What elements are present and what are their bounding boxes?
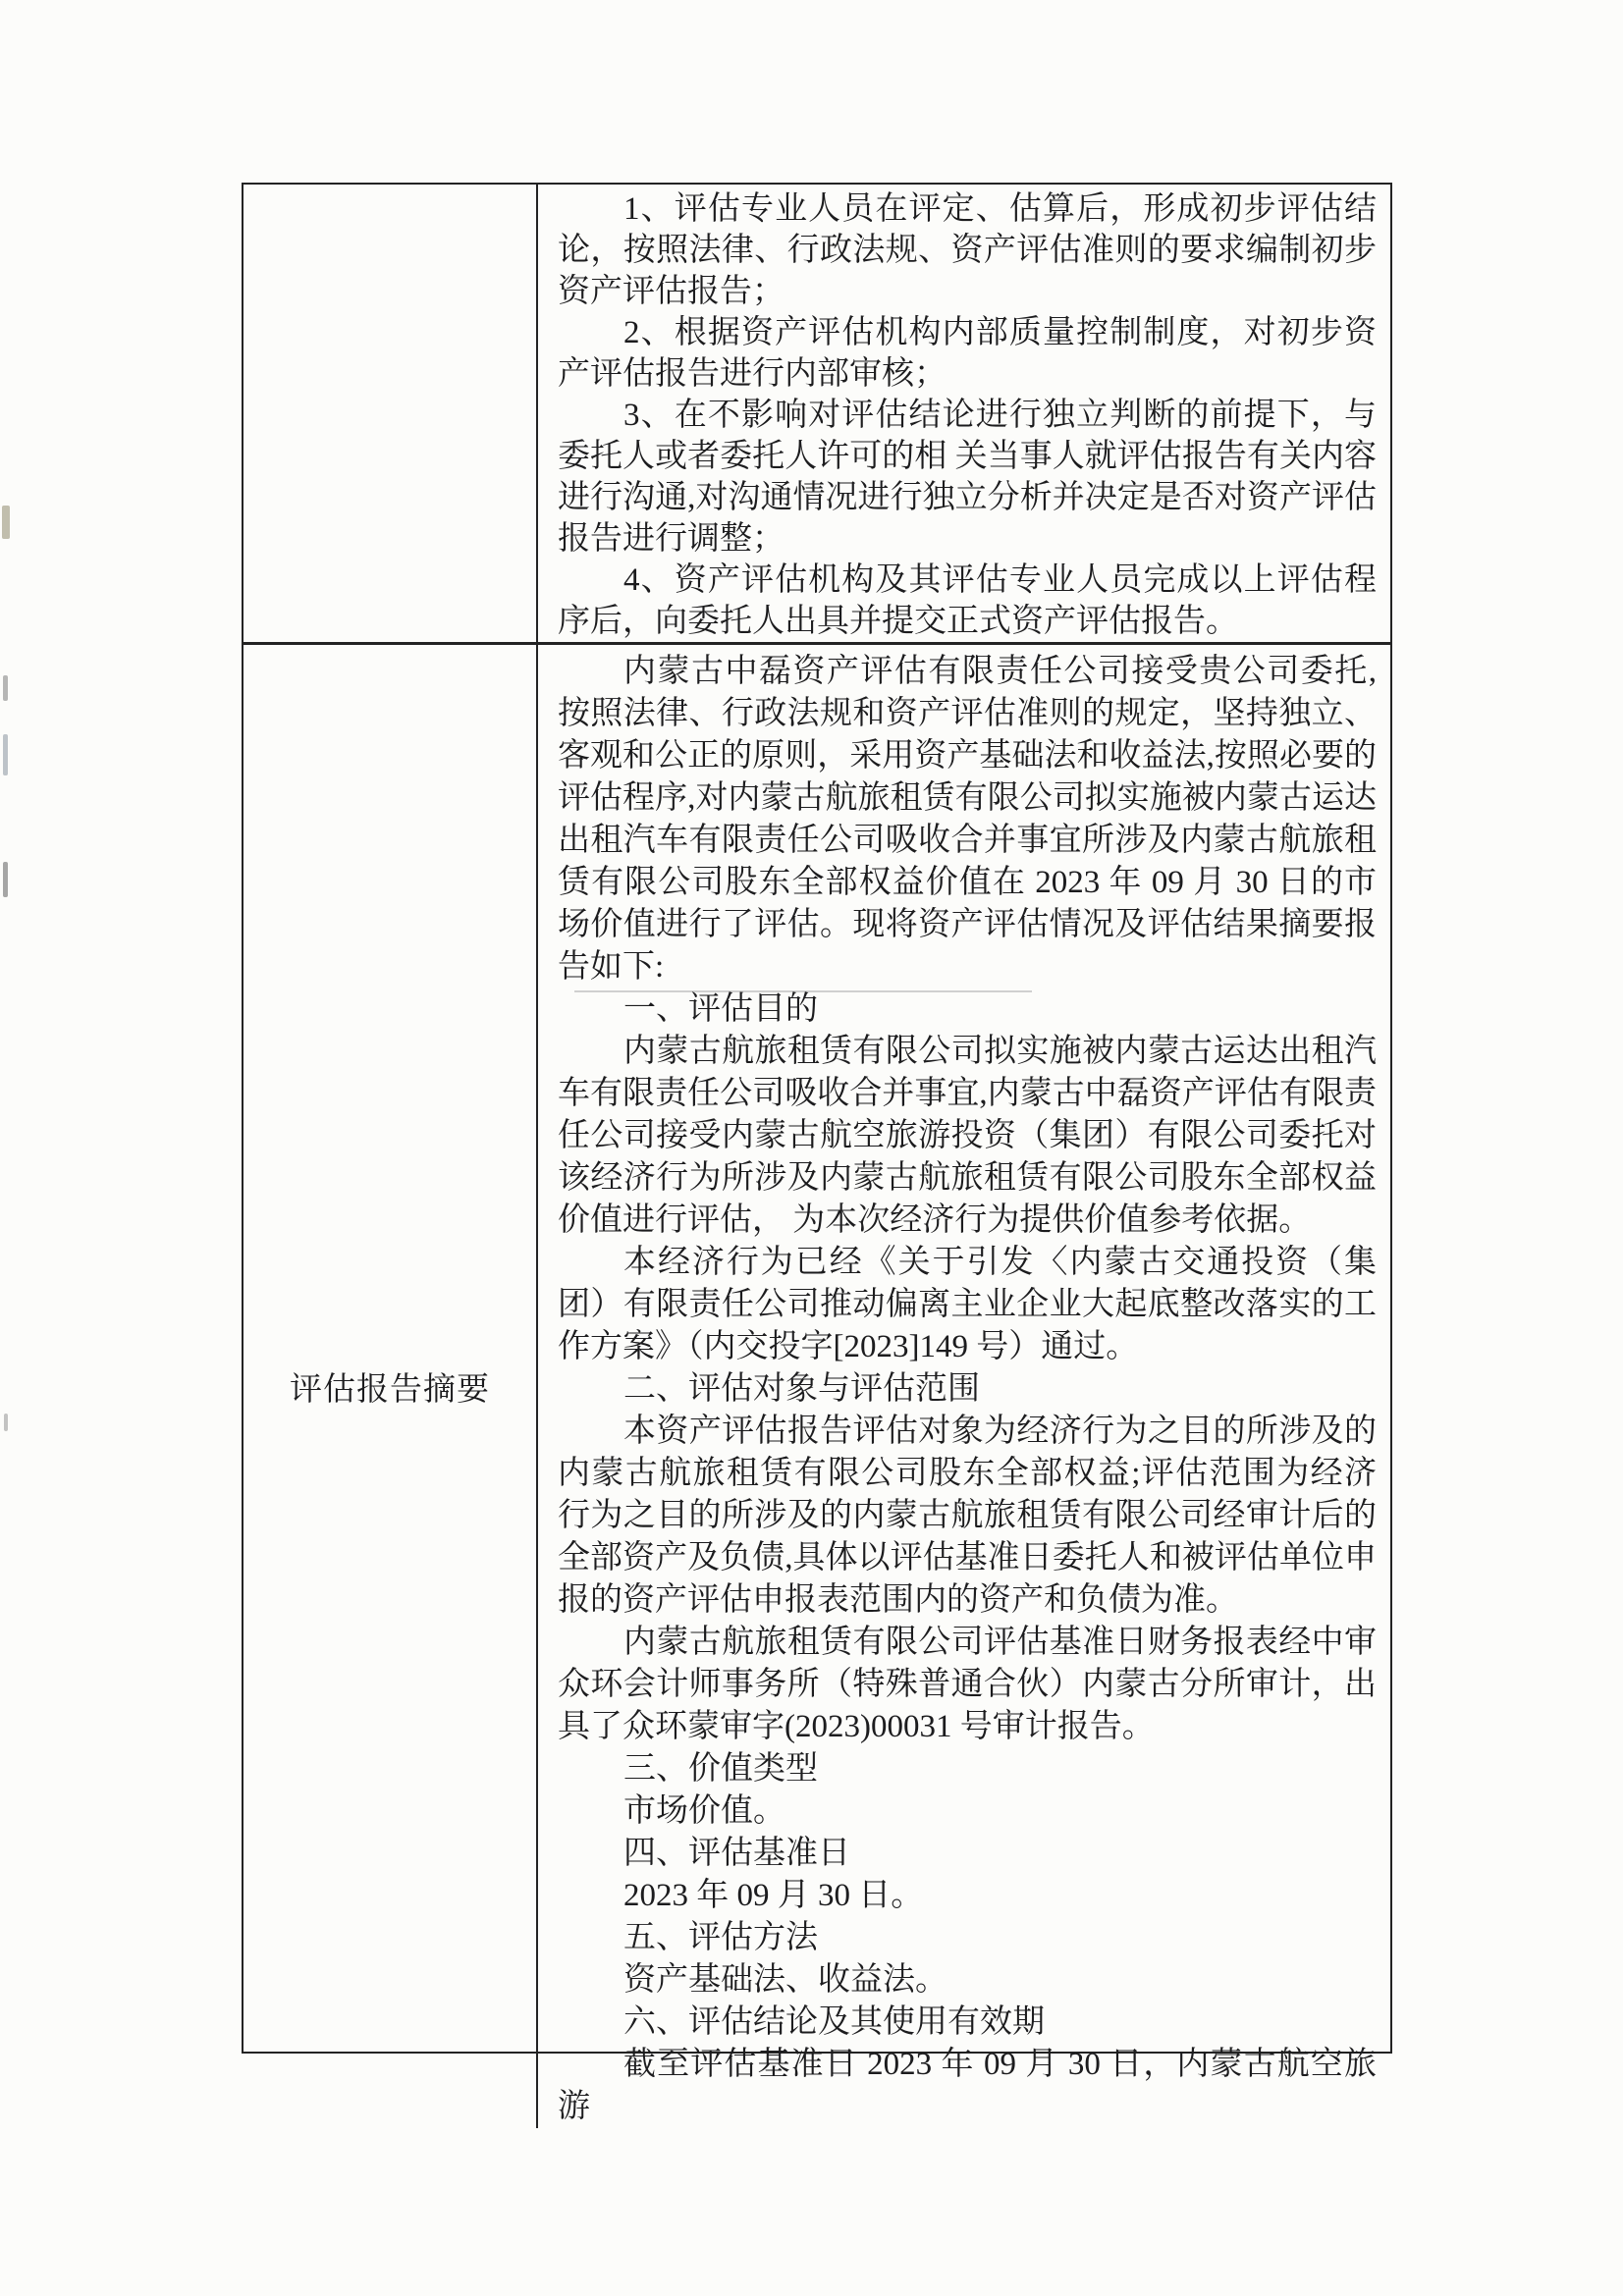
scan-artifact xyxy=(3,734,8,775)
summary-intro-paragraph: 内蒙古中磊资产评估有限责任公司接受贵公司委托,按照法律、行政法规和资产评估准则的规定，坚持独立、客观和公正的原则，采用资产基础法和收益法,按照必要的评估程序,对内蒙古航旅租赁有限公司拟实施被内蒙古运达出租汽车有限责任公司吸收合并事宜所涉及内蒙古航旅租赁有限公司股东全部权益价值在 2023 年 09 月 30 日的市场价值进行了评估。现将资产评估情况及评估结果摘要报告如下: xyxy=(558,654,1377,985)
section-heading-5: 五、评估方法 xyxy=(623,1920,818,1955)
section-heading-4: 四、评估基准日 xyxy=(623,1836,850,1871)
section-heading-1: 一、评估目的 xyxy=(623,991,818,1027)
procedure-step-4: 4、资产评估机构及其评估专业人员完成以上评估程序后，向委托人出具并提交正式资产评估报告。 xyxy=(558,562,1377,639)
row1-content-cell xyxy=(538,185,1390,645)
scope-paragraph-1: 本资产评估报告评估对象为经济行为之目的所涉及的内蒙古航旅租赁有限公司股东全部权益;评估范围为经济行为之目的所涉及的内蒙古航旅租赁有限公司经审计后的全部资产及负债,具体以评估基准日委托人和被评估单位申报的资产评估申报表范围内的资产和负债为准。 xyxy=(558,1414,1377,1618)
row2-label-cell xyxy=(243,645,538,2128)
valuation-report-table xyxy=(242,183,1392,2124)
row1-label-cell xyxy=(243,185,538,645)
scan-artifact xyxy=(3,862,8,897)
row2-content-cell xyxy=(538,645,1390,2128)
method-paragraph: 资产基础法、收益法。 xyxy=(623,1962,947,1998)
purpose-paragraph-1: 内蒙古航旅租赁有限公司拟实施被内蒙古运达出租汽车有限责任公司吸收合并事宜,内蒙古中磊资产评估有限责任公司接受内蒙古航空旅游投资（集团）有限公司委托对该经济行为所涉及内蒙古航旅租赁有限公司股东全部权益价值进行评估， 为本次经济行为提供价值参考依据。 xyxy=(558,1034,1377,1238)
value-type-paragraph: 市场价值。 xyxy=(623,1793,785,1829)
section-heading-3: 三、价值类型 xyxy=(623,1751,818,1787)
conclusion-paragraph: 截至评估基准日 2023 年 09 月 30 日，内蒙古航空旅游 xyxy=(558,2047,1377,2124)
procedure-step-1: 1、评估专业人员在评定、估算后，形成初步评估结论，按照法律、行政法规、资产评估准则的要求编制初步资产评估报告； xyxy=(558,191,1377,309)
scope-paragraph-2: 内蒙古航旅租赁有限公司评估基准日财务报表经中审众环会计师事务所（特殊普通合伙）内蒙古分所审计，出具了众环蒙审字(2023)00031 号审计报告。 xyxy=(558,1625,1377,1744)
row2-label: 评估报告摘要 xyxy=(290,1372,490,1408)
procedure-step-2: 2、根据资产评估机构内部质量控制制度，对初步资产评估报告进行内部审核； xyxy=(558,315,1377,392)
scan-artifact xyxy=(3,675,8,701)
scan-artifact xyxy=(2,506,10,539)
section-heading-2: 二、评估对象与评估范围 xyxy=(623,1371,980,1407)
scan-artifact xyxy=(4,1414,8,1431)
section-heading-6: 六、评估结论及其使用有效期 xyxy=(623,2004,1045,2040)
base-date-paragraph: 2023 年 09 月 30 日。 xyxy=(623,1878,924,1913)
procedure-step-3: 3、在不影响对评估结论进行独立判断的前提下，与委托人或者委托人许可的相 关当事人就评估报告有关内容进行沟通,对沟通情况进行独立分析并决定是否对资产评估报告进行调整； xyxy=(558,398,1377,557)
purpose-paragraph-2: 本经济行为已经《关于引发〈内蒙古交通投资（集团）有限责任公司推动偏离主业企业大起底整改落实的工作方案》（内交投字[2023]149 号）通过。 xyxy=(558,1245,1377,1364)
